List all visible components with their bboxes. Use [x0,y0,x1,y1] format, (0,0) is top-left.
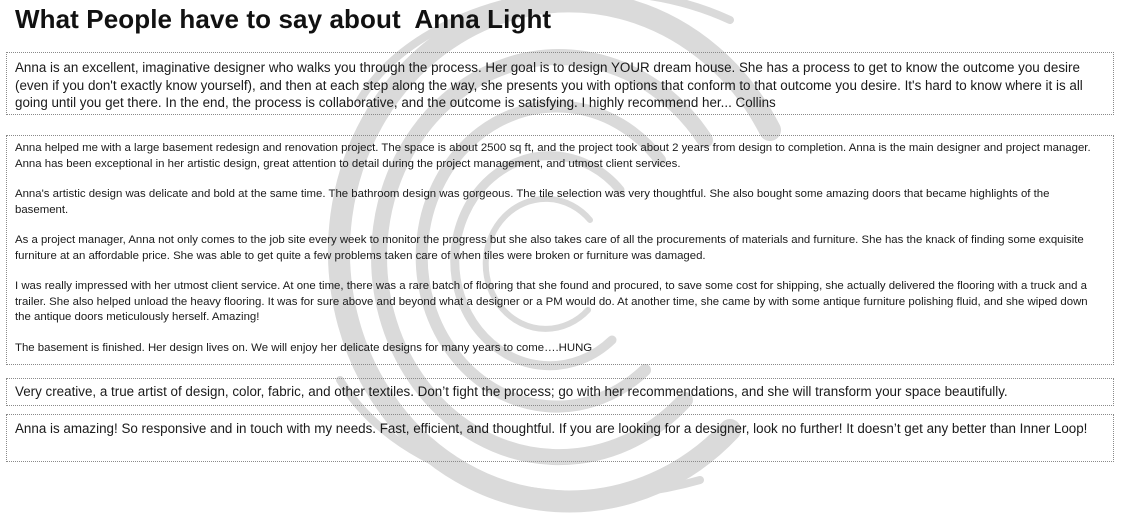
testimonial-card [6,135,1114,365]
testimonial-card [6,52,1114,115]
testimonial-card [6,414,1114,462]
testimonial-paragraph: Anna's artistic design was delicate and bold at the same time. The bathroom design was gorgeous. The tile selection was very thoughtful. She also bought some amazing doors that became highlights of the basement. [15,188,1050,216]
testimonial-paragraph: The basement is finished. Her design lives on. We will enjoy her delicate designs for many years to come….HUNG [15,341,593,354]
testimonial-text: Very creative, a true artist of design, color, fabric, and other textiles. Don’t fight the process; go with her recommendations, and she will transform your space beautifully. [15,384,1008,399]
testimonial-paragraph: I was really impressed with her utmost client service. At one time, there was a rare batch of flooring that she found and procured, to save some cost for shipping, she actually delivered the flooring with a truck and a trailer. She also helped unload the heavy flooring. It was for sure above and beyond what a designer or a PM would do. At another time, she came by with some antique furniture polishing fluid, and she wiped down the antique doors meticulously herself. Amazing! [15,280,1088,323]
page-title: What People have to say about Anna Light [15,4,552,34]
testimonial-text: Anna is amazing! So responsive and in touch with my needs. Fast, efficient, and thoughtful. If you are looking for a designer, look no further! It doesn’t get any better than Inner Loop! [15,421,1088,436]
testimonial-paragraph: Anna helped me with a large basement redesign and renovation project. The space is about 2500 sq ft, and the project took about 2 years from design to completion. Anna is the main designer and project manager. Anna has been exceptional in her artistic design, great attention to detail during the project management, and utmost client services. [15,142,1091,170]
testimonial-card [6,378,1114,406]
testimonial-text: Anna is an excellent, imaginative designer who walks you through the process. Her goal is to design YOUR dream house. She has a process to get to know the outcome you desire (even if you don't exactly know yourself), and then at each step along the way, she presents you with options that conform to that outcome you desire. It's hard to know where it is all going until you get there. In the end, the process is collaborative, and the outcome is satisfying. I highly recommend her... Collins [15,60,1083,110]
testimonial-paragraph: As a project manager, Anna not only comes to the job site every week to monitor the progress but she also takes care of all the procurements of materials and furniture. She has the knack of finding some exquisite furniture at an affordable price. She was able to get quite a few problems taken care of when tiles were broken or furniture was damaged. [15,234,1084,262]
